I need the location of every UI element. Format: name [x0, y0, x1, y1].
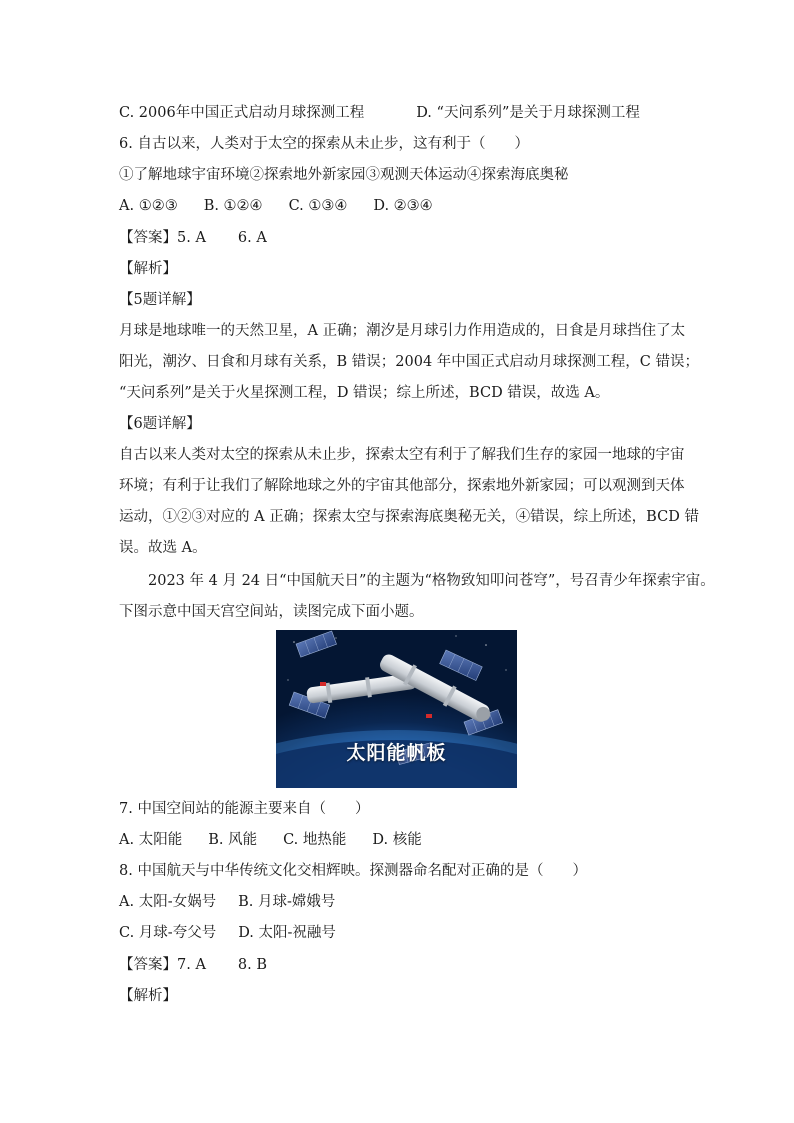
q6-detail-line: 运动，①②③对应的 A 正确；探索太空与探索海底奥秘无关，④错误，综上所述，BCD 错 — [119, 509, 699, 525]
q6-option-d: D. ②③④ — [373, 198, 433, 214]
q6-detail-line: 误。故选 A。 — [119, 540, 207, 556]
q8-options-cd — [119, 923, 336, 943]
intro-line-2: 下图示意中国天宫空间站，读图完成下面小题。 — [119, 604, 424, 620]
space-station-figure — [276, 630, 517, 788]
q8-stem: 8. 中国航天与中华传统文化交相辉映。探测器命名配对正确的是（ ） — [119, 863, 587, 879]
q7-option-d: D. 核能 — [372, 832, 422, 848]
q7-options — [119, 830, 422, 850]
q7-stem: 7. 中国空间站的能源主要来自（ ） — [119, 801, 370, 817]
q7-option-a: A. 太阳能 — [119, 832, 183, 848]
q7-option-c: C. 地热能 — [283, 832, 347, 848]
q6-option-a: A. ①②③ — [119, 198, 178, 214]
q5-options-cd — [119, 103, 640, 123]
answer-7: 7. A — [177, 957, 206, 973]
q7-option-b: B. 风能 — [208, 832, 258, 848]
answer-78 — [119, 955, 267, 975]
q6-detail-heading: 【6题详解】 — [119, 416, 201, 432]
q8-option-c: C. 月球-夸父号 — [119, 925, 217, 941]
flag-icon — [426, 714, 432, 718]
intro-line-1: 2023 年 4 月 24 日“中国航天日”的主题为“格物致知叩问苍穹”，号召青少年探索宇宙。 — [148, 573, 715, 589]
q6-options — [119, 196, 433, 216]
q5-detail-line: 阳光，潮汐、日食和月球有关系，B 错误；2004 年中国正式启动月球探测工程，C 错误； — [119, 354, 699, 370]
answer-56 — [119, 228, 267, 248]
q8-option-b: B. 月球-嫦娥号 — [238, 894, 336, 910]
q5-detail-heading: 【5题详解】 — [119, 292, 201, 308]
q6-statements: ①了解地球宇宙环境②探索地外新家园③观测天体运动④探索海底奥秘 — [119, 167, 569, 183]
answer-8: 8. B — [237, 957, 268, 973]
q8-option-d: D. 太阳-祝融号 — [238, 925, 336, 941]
flag-icon — [320, 682, 326, 686]
q6-detail-line: 环境；有利于让我们了解除地球之外的宇宙其他部分，探索地外新家园；可以观测到天体 — [119, 478, 685, 494]
answer-label: 【答案】 — [119, 957, 177, 973]
q6-stem: 6. 自古以来，人类对于太空的探索从未止步，这有利于（ ） — [119, 136, 529, 152]
answer-6: 6. A — [237, 230, 267, 246]
q5-detail-line: “天问系列”是关于火星探测工程，D 错误；综上所述，BCD 错误，故选 A。 — [119, 385, 610, 401]
q6-detail-line: 自古以来人类对太空的探索从未止步，探索太空有利于了解我们生存的家园一地球的宇宙 — [119, 447, 685, 463]
analysis-label-2: 【解析】 — [119, 988, 177, 1004]
analysis-label: 【解析】 — [119, 261, 177, 277]
q5-option-c: C. 2006年中国正式启动月球探测工程 — [119, 105, 365, 121]
q8-options-ab — [119, 892, 335, 912]
q5-option-d: D. “天问系列”是关于月球探测工程 — [416, 105, 640, 121]
answer-5: 5. A — [177, 230, 206, 246]
q6-option-b: B. ①②④ — [203, 198, 263, 214]
answer-label: 【答案】 — [119, 230, 177, 246]
q5-detail-line: 月球是地球唯一的天然卫星，A 正确；潮汐是月球引力作用造成的，日食是月球挡住了太 — [119, 323, 686, 339]
q6-option-c: C. ①③④ — [288, 198, 348, 214]
q8-option-a: A. 太阳-女娲号 — [119, 894, 217, 910]
figure-caption: 太阳能帆板 — [346, 742, 447, 764]
